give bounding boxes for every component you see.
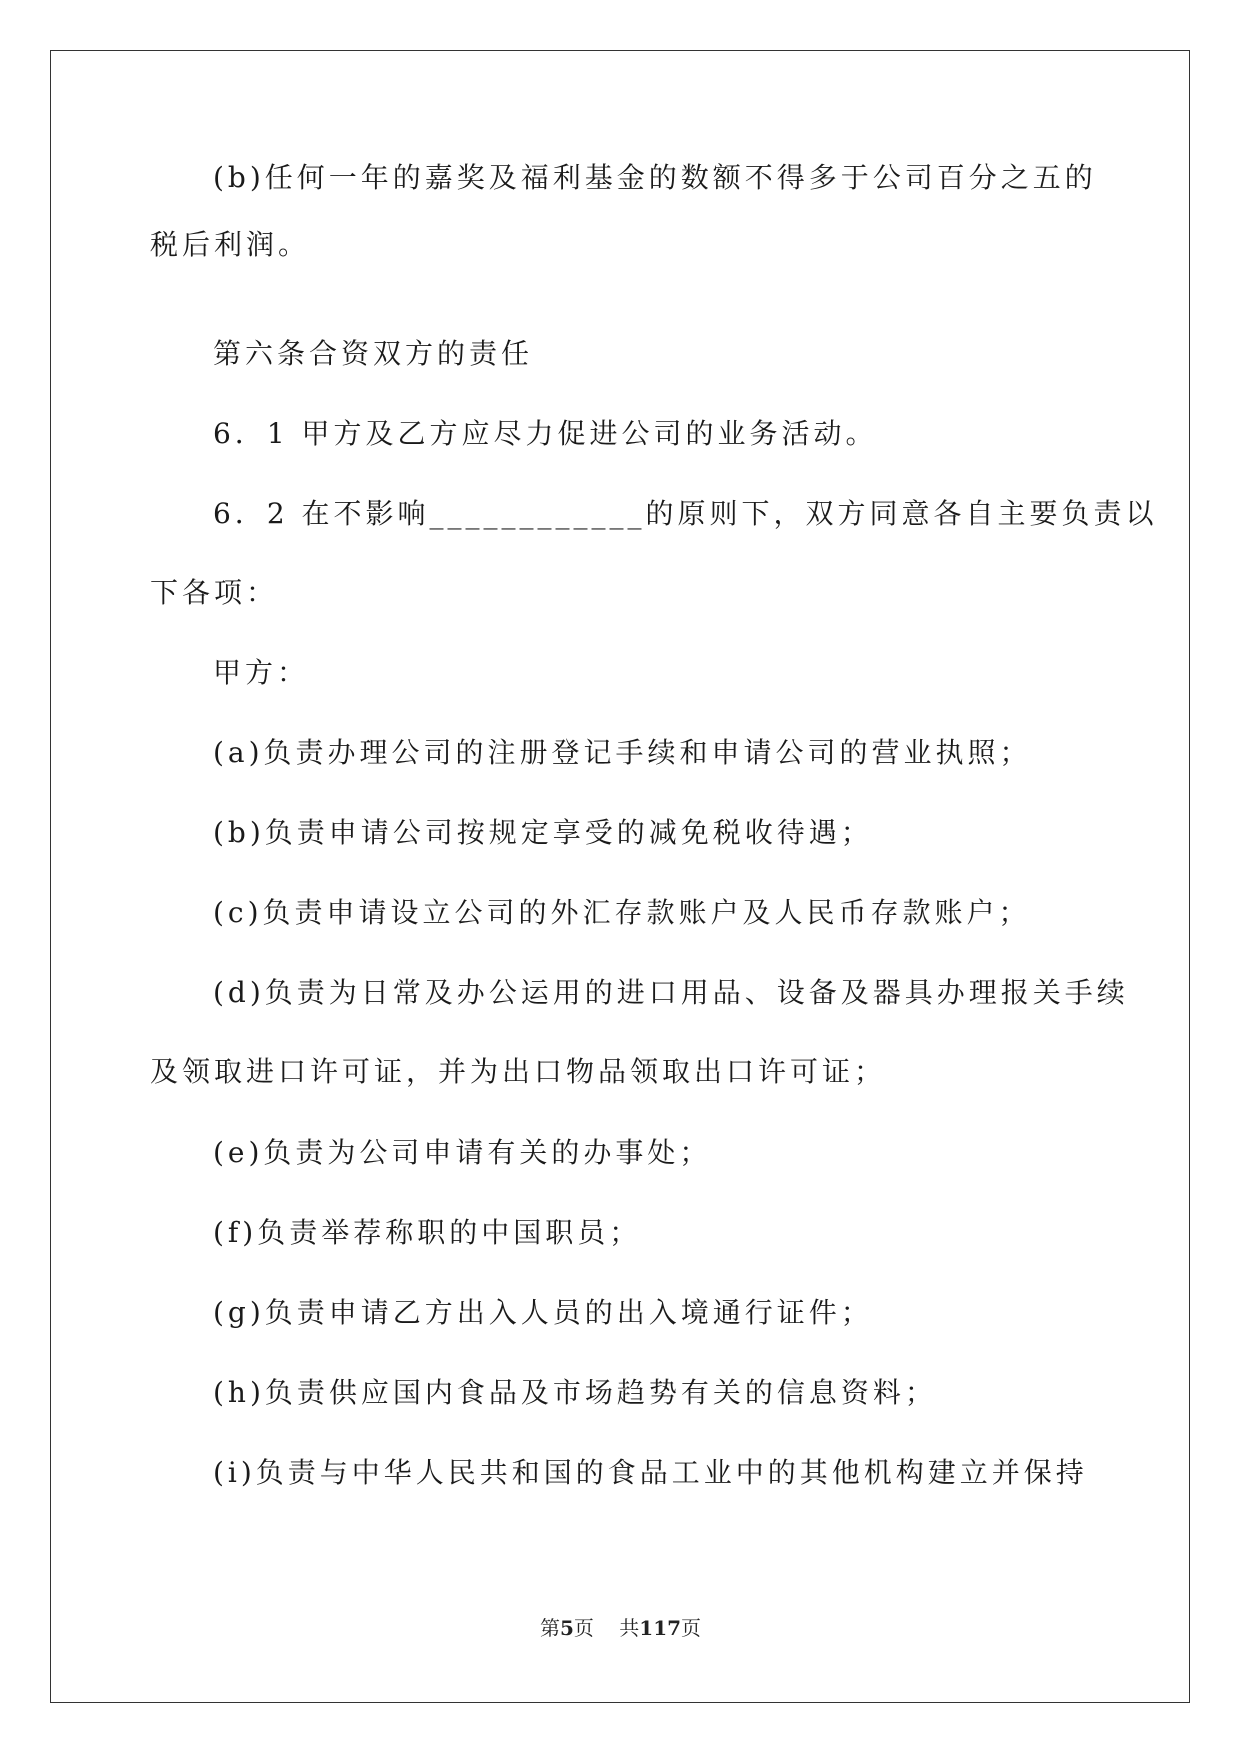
list-item: (h)负责供应国内食品及市场趋势有关的信息资料；: [213, 1376, 937, 1409]
list-item: (b)负责申请公司按规定享受的减免税收待遇；: [213, 816, 873, 849]
list-item: (e)负责为公司申请有关的办事处；: [213, 1136, 712, 1169]
footer-page-suffix: 页: [573, 1616, 594, 1640]
paragraph-line: 6．2 在不影响____________的原则下，双方同意各自主要负责以: [213, 497, 1158, 530]
list-item: (c)负责申请设立公司的外汇存款账户及人民币存款账户；: [213, 896, 1031, 929]
paragraph-line: 下各项：: [150, 576, 279, 609]
footer-total-prefix: 共: [619, 1616, 640, 1640]
list-item-continuation: 及领取进口许可证，并为出口物品领取出口许可证；: [150, 1055, 887, 1088]
list-item: (d)负责为日常及办公运用的进口用品、设备及器具办理报关手续: [213, 976, 1129, 1009]
footer-page-prefix: 第: [539, 1616, 560, 1640]
paragraph-line: (b)任何一年的嘉奖及福利基金的数额不得多于公司百分之五的: [213, 161, 1097, 194]
page-footer: [0, 1612, 1241, 1641]
footer-total-pages: 117: [639, 1616, 682, 1640]
paragraph-line: 税后利润。: [150, 228, 311, 261]
section-heading: 第六条合资双方的责任: [213, 337, 534, 370]
list-item: (f)负责举荐称职的中国职员；: [213, 1216, 642, 1249]
footer-page-number: 5: [559, 1616, 574, 1640]
list-item: (g)负责申请乙方出入人员的出入境通行证件；: [213, 1296, 873, 1329]
party-label: 甲方：: [213, 656, 310, 689]
footer-total-suffix: 页: [681, 1616, 702, 1640]
list-item: (a)负责办理公司的注册登记手续和申请公司的营业执照；: [213, 736, 1032, 769]
list-item: (i)负责与中华人民共和国的食品工业中的其他机构建立并保持: [213, 1456, 1088, 1489]
paragraph-line: 6．1 甲方及乙方应尽力促进公司的业务活动。: [213, 417, 878, 450]
